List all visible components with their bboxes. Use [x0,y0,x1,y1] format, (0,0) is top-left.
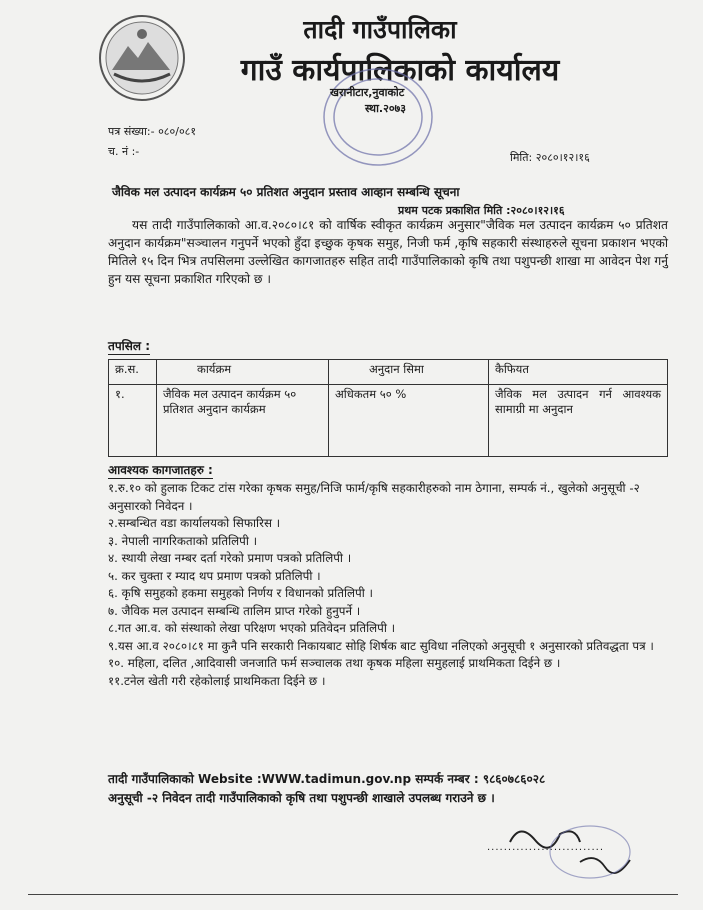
table-cell: जैविक मल उत्पादन गर्न आवश्यक सामाग्री मा अनुदान [489,385,668,457]
schedule-table [108,359,668,457]
office-title: गाउँ कार्यपालिकाको कार्यालय [240,53,560,88]
list-item: ३. नेपाली नागरिकताको प्रतिलिपी । [108,533,258,548]
schedule-label: तपसिल : [108,339,150,353]
contact-block [108,770,688,808]
documents-list [108,480,673,690]
list-item: १०. महिला, दलित ,आदिवासी जनजाति फर्म सञ्चालक तथा कृषक महिला समुहलाई प्राथमिकता दिईने छ । [108,656,561,670]
list-item: ७. जैविक मल उत्पादन सम्बन्धि तालिम प्राप्त गरेको हुनुपर्ने । [108,603,361,618]
nepal-emblem-icon [96,12,188,104]
list-item: ११.टनेल खेती गरी रहेकोलाई प्राथमिकता दिईने छ । [108,673,326,688]
list-item: ९.यस आ.व २०८०।८१ मा कुनै पनि सरकारी निकायबाट सोहि शिर्षक बाट सुविधा नलिएको अनुसूची १ अनुसारको प्रतिवद्धता पत्र । [108,638,654,653]
table-cell: १. [109,385,157,457]
list-item: ८.गत आ.व. को संस्थाको लेखा परिक्षण भएको प्रतिवेदन प्रतिलिपी । [108,621,396,635]
signature-line: ............................ [487,842,605,853]
list-item: २.सम्बन्धित वडा कार्यालयको सिफारिस । [108,516,281,530]
list-item: ६. कृषि समुहको हकमा समुहको निर्णय र विधानको प्रतिलिपी । [108,586,373,600]
notice-body: यस तादी गाउँपालिकाको आ.व.२०८०।८१ को वार्षिक स्वीकृत कार्यक्रम अनुसार"जैविक मल उत्पादन कार्यक्रम ५० प्रतिशत अनुदान कार्यक्रम"सञ्चालन गनुपर्ने भएको हुँदा इच्छुक कृषक समुह, निजी फर्म ,कृषि सहकारी संस्थाहरुले सूचना प्रकाशन भएको मितिले १५ दिन भित्र तपसिलमा उल्लेखित कागजातहरु सहित तादी गाउँपालिकाको कृषि तथा पशुपन्छी शाखा मा आवेदन पेश गर्नु हुन यस सूचना प्रकाशित गरिएको छ । [108,218,668,286]
table-row [109,385,668,457]
list-item: १.रु.१० को हुलाक टिकट टांस गरेका कृषक समुह/निजि फार्म/कृषि सहकारीहरुको नाम ठेगाना, सम्पर्क नं., खुलेको अनुसूची -२ अनुसारको निवेदन । [108,481,640,513]
contact-annex-line: अनुसूची -२ निवेदन तादी गाउँपालिकाको कृषि तथा पशुपन्छी शाखाले उपलब्ध गराउने छ । [108,791,495,805]
table-header-row [109,360,668,385]
letter-date: मिति: २०८०।१२।१६ [510,151,590,164]
table-cell: जैविक मल उत्पादन कार्यक्रम ५० प्रतिशत अनुदान कार्यक्रम [157,385,329,457]
reference-number: पत्र संख्या:- ०८०/०८१ [108,125,197,138]
chalani-number: च. नं :- [108,145,140,158]
list-item: ४. स्थायी लेखा नम्बर दर्ता गरेको प्रमाण पत्रको प्रतिलिपी । [108,551,352,565]
table-header-cell: क्र.स. [109,360,157,385]
list-item: ५. कर चुक्ता र म्याद थप प्रमाण पत्रको प्रतिलिपी । [108,568,321,583]
contact-website-line: तादी गाउँपालिकाको Website :WWW.tadimun.gov.np सम्पर्क नम्बर : ९८६०७८६०२८ [108,772,546,786]
table-cell: अधिकतम ५० % [329,385,489,457]
notice-subject: जैविक मल उत्पादन कार्यक्रम ५० प्रतिशत अनुदान प्रस्ताव आव्हान सम्बन्धि सूचना [112,185,460,199]
table-header-cell: कैफियत [489,360,668,385]
established-year: स्था.२०७३ [365,102,406,115]
office-address: खरानीटार,नुवाकोट [330,86,405,99]
table-header-cell: अनुदान सिमा [329,360,489,385]
office-stamp [318,62,438,172]
municipality-title: तादी गाउँपालिका [303,15,457,44]
publication-date: प्रथम पटक प्रकाशित मिति :२०८०।१२।१६ [398,204,565,217]
footer-divider [28,894,678,895]
documents-heading: आवश्यक कागजातहरु : [108,463,213,477]
table-header-cell: कार्यक्रम [157,360,329,385]
